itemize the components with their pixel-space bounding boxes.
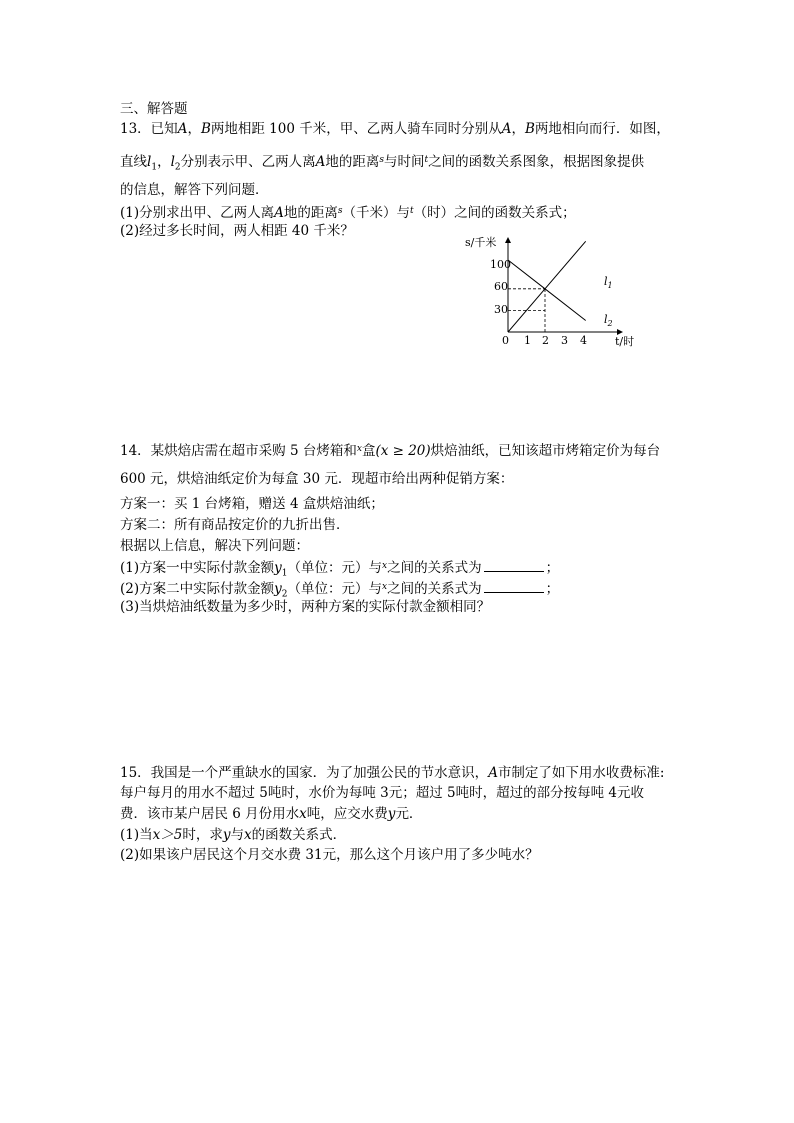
q13-var-b: B	[200, 121, 211, 137]
q15-text: 吨，应交水费	[306, 806, 388, 822]
series-line-l2	[508, 260, 586, 320]
x-tick-label: 0	[502, 334, 509, 347]
distance-time-graph	[462, 232, 642, 350]
q13-text: (1)分别求出甲、乙两人离	[120, 205, 275, 221]
q14-text: 盒	[361, 443, 376, 459]
q13-line-1	[120, 120, 670, 138]
q15-var-a: A	[488, 765, 498, 781]
q13-var-l: l	[170, 154, 175, 170]
q13-part-1	[120, 202, 576, 222]
q13-var-a: A	[177, 121, 188, 137]
q14-text: 之间的关系式为	[387, 560, 482, 576]
q13-subscript: 1	[151, 162, 158, 173]
section-title: 三、解答题	[120, 101, 188, 117]
q15-line-1	[120, 764, 665, 782]
q14-var-y: y	[274, 560, 282, 576]
q14-part-3: (3)当烘焙油纸数量为多少时，两种方案的实际付款金额相同？	[120, 599, 491, 615]
q14-text: 14．某烘焙店需在超市采购 5 台烤箱和	[120, 443, 357, 459]
q15-var-y: y	[222, 827, 231, 843]
answer-blank[interactable]	[484, 579, 544, 593]
q13-var-t: t	[424, 155, 429, 165]
q13-text: 两地相向而行．如图，	[534, 121, 670, 137]
q14-text: (2)方案二中实际付款金额	[120, 581, 275, 597]
q13-text: 13．已知	[120, 121, 178, 137]
answer-blank[interactable]	[484, 558, 544, 572]
q13-var-t: t	[410, 206, 414, 216]
y-axis-label: s/千米	[465, 236, 497, 249]
y-tick-label: 100	[490, 258, 511, 271]
q13-text: ，	[511, 121, 525, 137]
line-label-l1: $l_1$	[604, 275, 613, 290]
q15-text: 市制定了如下用水收费标准:	[497, 765, 665, 781]
q14-text: ；	[545, 560, 560, 576]
q14-condition: (x ≥ 20)	[375, 443, 431, 459]
y-tick-label: 30	[494, 303, 508, 316]
q14-text: (1)方案一中实际付款金额	[120, 560, 275, 576]
q13-var-a: A	[315, 154, 326, 170]
q14-text: ；	[545, 581, 560, 597]
q14-text: 烘焙油纸，已知该超市烤箱定价为每台	[430, 443, 661, 459]
q15-line-2: 每户每月的用水不超过 5吨时，水价为每吨 3元；超过 5吨时，超过的部分按每吨 4元收	[120, 785, 645, 801]
q13-text: 与时间	[384, 154, 425, 170]
q14-line-1	[120, 440, 660, 460]
line-label-l2: $l_2$	[604, 313, 613, 328]
q13-var-a: A	[501, 121, 512, 137]
q14-text: （单位：元）与	[287, 560, 382, 576]
x-tick-label: 2	[542, 334, 549, 347]
q15-text: (1)当	[120, 827, 153, 843]
q15-text: 时，求	[182, 827, 223, 843]
q13-subscript: 2	[174, 162, 181, 173]
q13-text: ，	[187, 121, 201, 137]
series-lines	[508, 241, 586, 332]
q13-part-2: (2)经过多长时间，两人相距 40 千米？	[120, 223, 354, 239]
q14-var-x: x	[382, 561, 388, 571]
q13-line-2	[120, 151, 644, 177]
q13-var-s: s	[337, 206, 343, 216]
q13-text: ，	[157, 154, 171, 170]
q15-var-y: y	[387, 806, 396, 822]
q15-part-1	[120, 826, 346, 844]
q15-part-2: (2)如果该户居民这个月交水费 31元，那么这个月该户用了多少吨水？	[120, 847, 539, 863]
q14-subscript: 2	[281, 589, 288, 600]
q13-var-a: A	[274, 205, 284, 221]
q14-plan-2: 方案二：所有商品按定价的九折出售．	[120, 517, 350, 533]
q14-var-x: x	[382, 582, 388, 592]
q14-intro: 根据以上信息，解决下列问题：	[120, 538, 309, 554]
q15-text: 与	[230, 827, 244, 843]
q13-text: 地的距离	[325, 154, 380, 170]
q15-text: 的函数关系式．	[251, 827, 347, 843]
q13-text: 直线	[120, 154, 147, 170]
q14-text: （单位：元）与	[287, 581, 382, 597]
q13-var-s: s	[379, 155, 384, 165]
q14-subscript: 1	[281, 568, 288, 579]
q14-text: 之间的关系式为	[387, 581, 482, 597]
q14-var-y: y	[274, 581, 282, 597]
q13-text: 之间的函数关系图象，根据图象提供	[428, 154, 645, 170]
q13-line-3: 的信息，解答下列问题．	[120, 182, 269, 198]
q14-line-2: 600 元，烘焙油纸定价为每盒 30 元．现超市给出两种促销方案：	[120, 471, 514, 487]
q15-condition: x＞5	[152, 827, 183, 843]
q13-text: 地的距离	[283, 205, 338, 221]
q13-text: （千米）与	[342, 205, 410, 221]
x-axis-label: t/时	[615, 335, 635, 348]
q13-text: 两地相距 100 千米，甲、乙两人骑车同时分别从	[210, 121, 502, 137]
q14-var-x: x	[356, 444, 362, 454]
y-tick-label: 60	[494, 280, 508, 293]
q15-text: 元．	[395, 806, 423, 822]
x-tick-label: 1	[524, 334, 531, 347]
q14-plan-1: 方案一：买 1 台烤箱，赠送 4 盒烘焙油纸；	[120, 496, 384, 512]
q13-var-l: l	[147, 154, 152, 170]
q15-text: 15．我国是一个严重缺水的国家．为了加强公民的节水意识，	[120, 765, 489, 781]
x-tick-label: 4	[580, 334, 587, 347]
q13-var-b: B	[524, 121, 535, 137]
series-line-l1	[508, 241, 586, 332]
q15-var-x: x	[299, 806, 307, 822]
q15-text: 费．该市某户居民 6 月份用水	[120, 806, 300, 822]
q13-text: 分别表示甲、乙两人离	[180, 154, 316, 170]
q15-var-x: x	[243, 827, 252, 843]
q13-text: （时）之间的函数关系式；	[413, 205, 576, 221]
q15-line-3	[120, 805, 422, 823]
x-tick-label: 3	[561, 334, 568, 347]
